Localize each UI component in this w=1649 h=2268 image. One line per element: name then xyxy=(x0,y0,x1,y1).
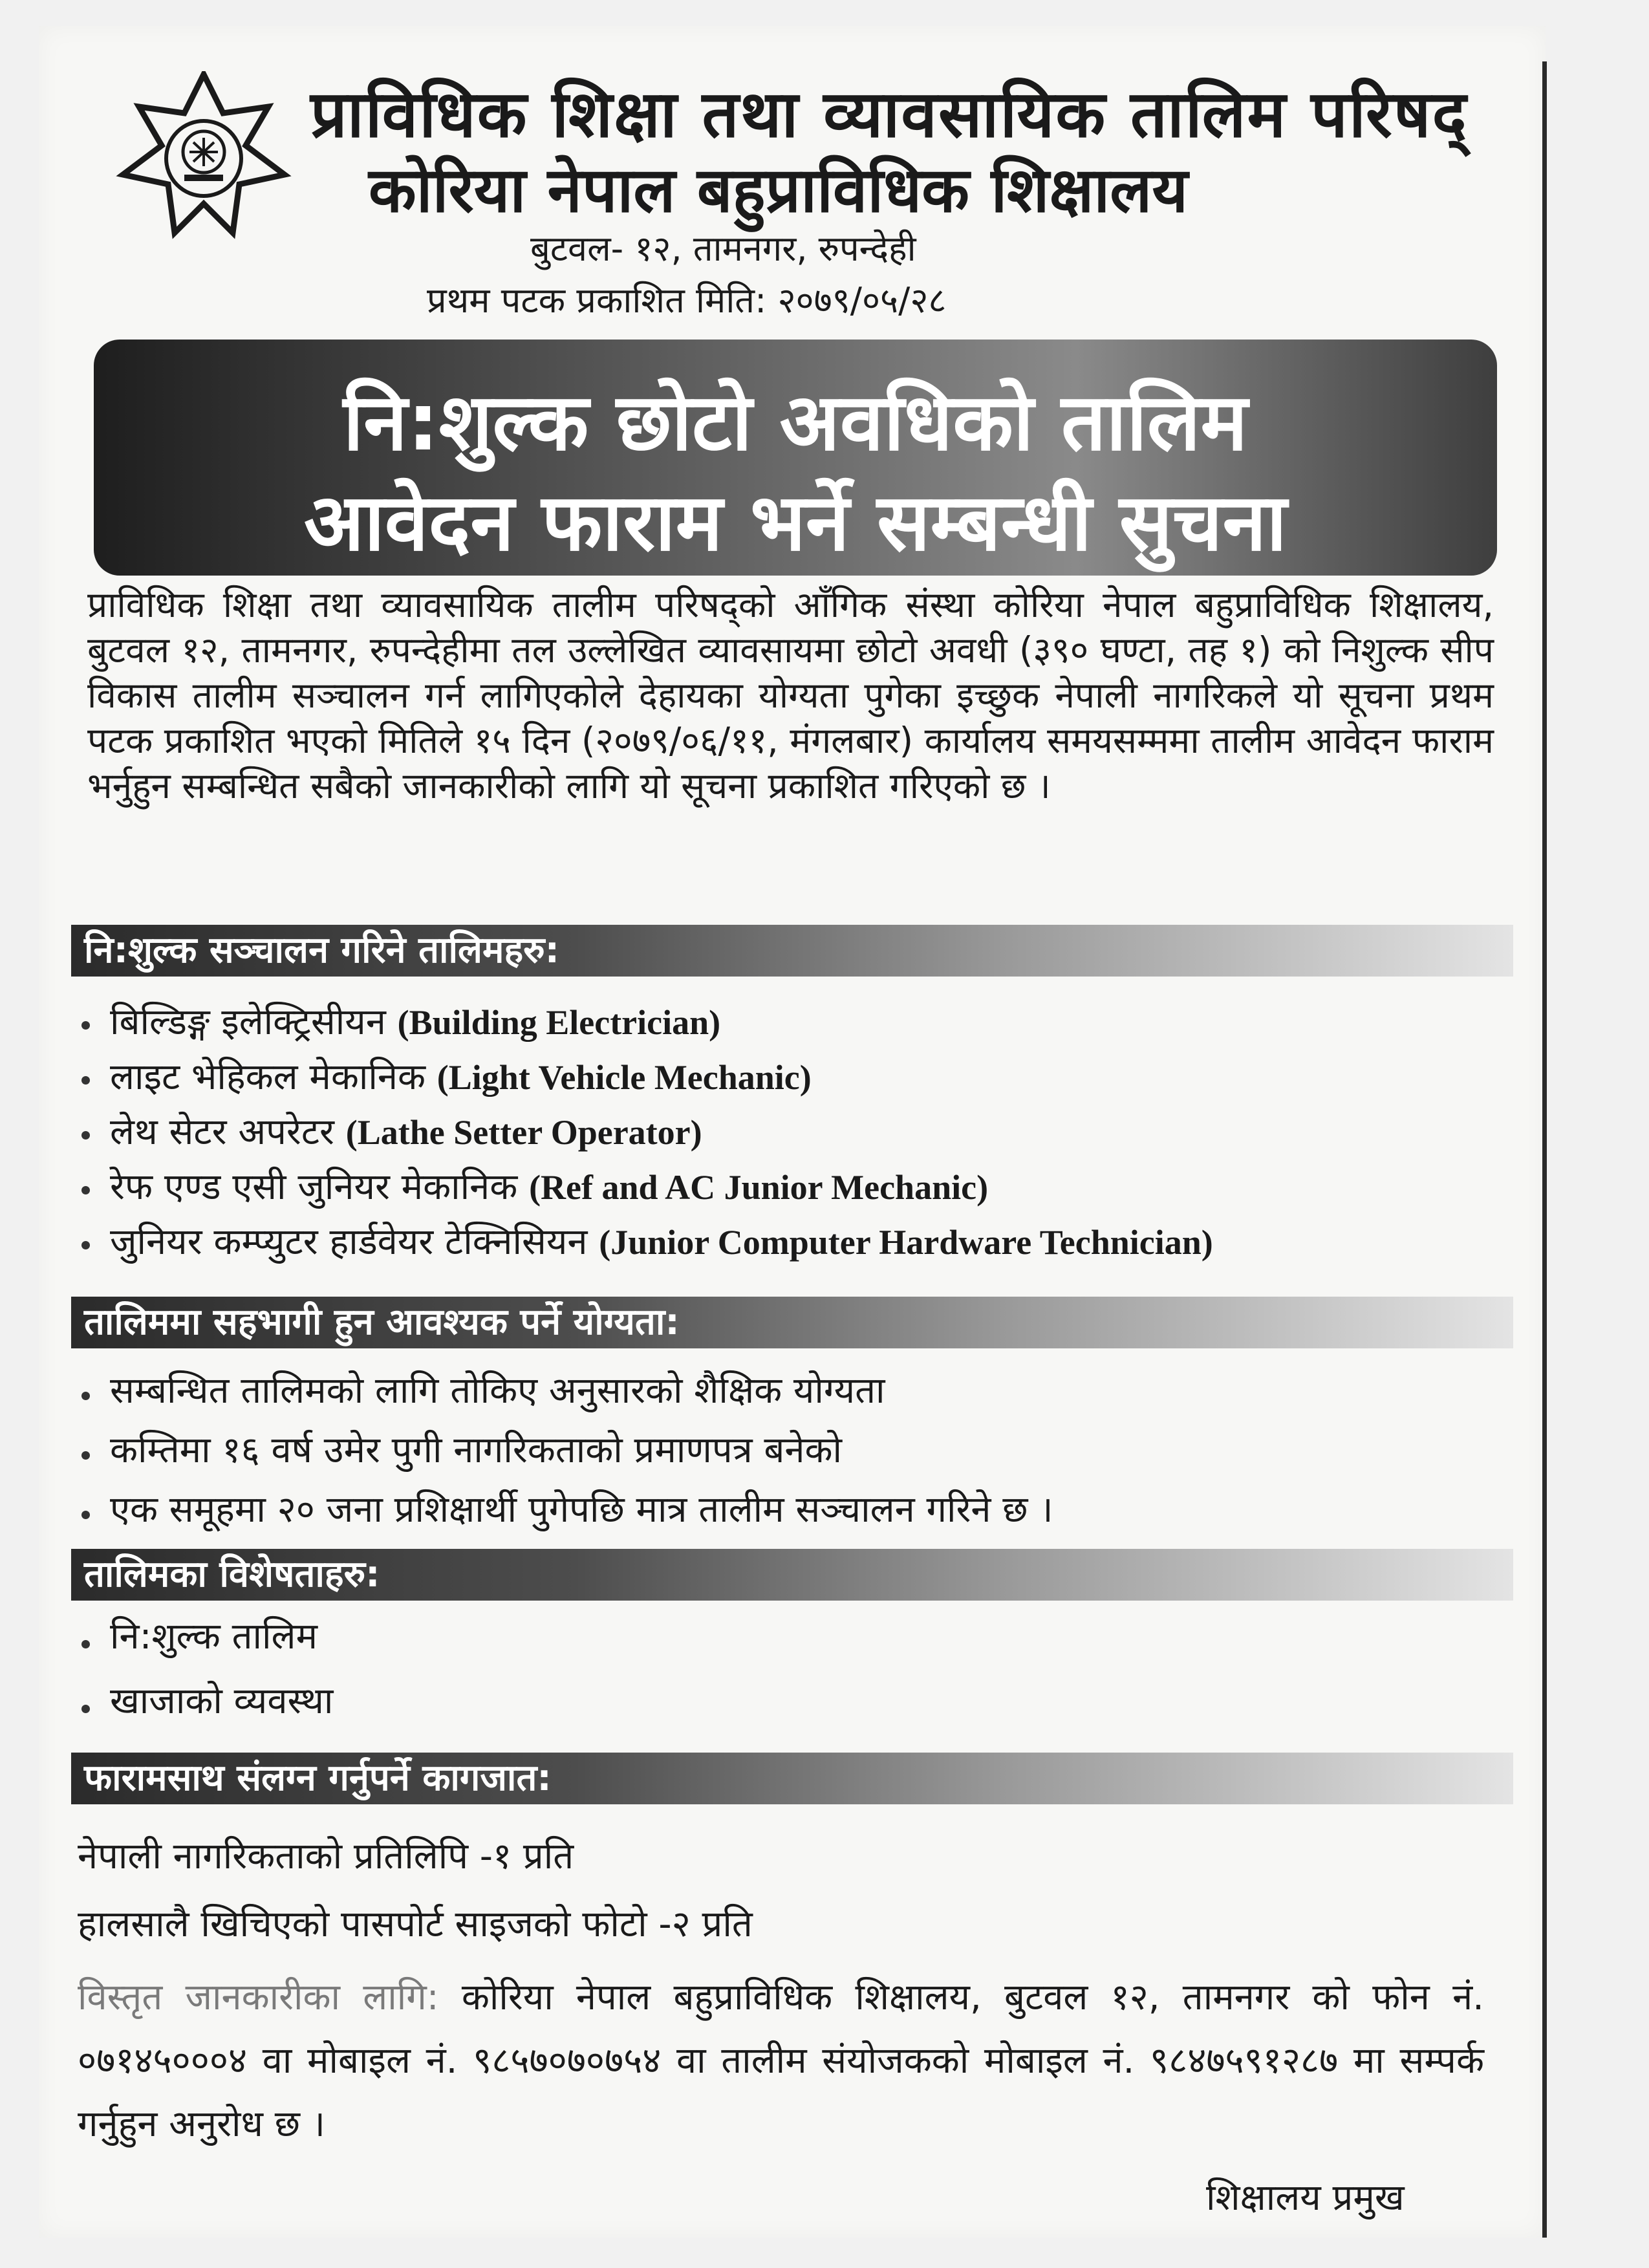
contact-lead: विस्तृत जानकारीका लागि: xyxy=(78,1976,439,2018)
list-item xyxy=(78,1484,1053,1543)
document-item: नेपाली नागरिकताको प्रतिलिपि -१ प्रति xyxy=(78,1835,574,1877)
council-emblem-logo xyxy=(113,71,294,246)
bullet-icon xyxy=(81,1241,90,1249)
document-item: हालसालै खिचिएको पासपोर्ट साइजको फोटो -२ प्रति xyxy=(78,1903,753,1945)
trainings-list xyxy=(78,996,1213,1271)
training-name-np: रेफ एण्ड एसी जुनियर मेकानिक xyxy=(110,1166,518,1208)
list-item xyxy=(78,1675,333,1740)
list-item xyxy=(78,1161,1213,1216)
training-name-en: (Building Electrician) xyxy=(397,1003,721,1042)
list-item xyxy=(78,1365,1053,1424)
council-title: प्राविधिक शिक्षा तथा व्यावसायिक तालिम परिषद् xyxy=(310,76,1468,152)
banner-title-line-2: आवेदन फाराम भर्ने सम्बन्धी सुचना xyxy=(304,477,1287,568)
publish-date: प्रथम पटक प्रकाशित मिति: २०७९/०५/२८ xyxy=(427,280,947,321)
features-heading: तालिमका विशेषताहरु: xyxy=(71,1549,1513,1601)
training-name-en: (Junior Computer Hardware Technician) xyxy=(599,1223,1213,1262)
features-list xyxy=(78,1610,333,1740)
college-name: कोरिया नेपाल बहुप्राविधिक शिक्षालय xyxy=(369,154,1189,226)
eligibility-heading: तालिममा सहभागी हुन आवश्यक पर्ने योग्यता: xyxy=(71,1297,1513,1348)
banner-title-line-1: नि:शुल्क छोटो अवधिको तालिम xyxy=(343,376,1248,468)
list-item xyxy=(78,1216,1213,1271)
bullet-icon xyxy=(81,1186,90,1194)
contact-text: कोरिया नेपाल बहुप्राविधिक शिक्षालय, बुटवल १२, तामनगर को फोन नं. ०७१४५०००४ वा मोबाइल नं. ९८५७०७०७५४ वा तालीम संयोजकको मोबाइल नं. ९८४७५९१२८७ मा सम्पर्क गर्नुहुन अनुरोध छ । xyxy=(78,1976,1484,2145)
bullet-icon xyxy=(81,1705,90,1713)
eligibility-text: कम्तिमा १६ वर्ष उमेर पुगी नागरिकताको प्रमाणपत्र बनेको xyxy=(110,1429,842,1471)
list-item xyxy=(78,1424,1053,1484)
bullet-icon xyxy=(81,1131,90,1139)
training-name-en: (Ref and AC Junior Mechanic) xyxy=(529,1168,989,1207)
bullet-icon xyxy=(81,1021,90,1030)
training-name-np: लाइट भेहिकल मेकानिक xyxy=(110,1056,426,1098)
notice-banner xyxy=(94,340,1497,576)
training-name-en: (Lathe Setter Operator) xyxy=(345,1113,702,1152)
contact-paragraph xyxy=(78,1966,1484,2156)
eligibility-text: सम्बन्धित तालिमको लागि तोकिए अनुसारको शैक्षिक योग्यता xyxy=(110,1370,885,1412)
feature-text: खाजाको व्यवस्था xyxy=(110,1680,334,1722)
bullet-icon xyxy=(81,1511,90,1519)
trainings-heading: नि:शुल्क सञ्चालन गरिने तालिमहरु: xyxy=(71,925,1513,977)
list-item xyxy=(78,996,1213,1051)
training-name-np: जुनियर कम्प्युटर हार्डवेयर टेक्निसियन xyxy=(110,1221,588,1263)
training-name-np: लेथ सेटर अपरेटर xyxy=(110,1111,334,1153)
bullet-icon xyxy=(81,1640,90,1648)
signoff-principal: शिक्षालय प्रमुख xyxy=(1206,2177,1405,2219)
bullet-icon xyxy=(81,1076,90,1085)
documents-heading: फारामसाथ संलग्न गर्नुपर्ने कागजात: xyxy=(71,1753,1513,1804)
college-address: बुटवल- १२, तामनगर, रुपन्देही xyxy=(530,228,916,269)
list-item xyxy=(78,1106,1213,1161)
eligibility-list xyxy=(78,1365,1053,1543)
bullet-icon xyxy=(81,1392,90,1400)
list-item xyxy=(78,1051,1213,1106)
page-edge-rule xyxy=(1542,61,1547,2238)
eligibility-text: एक समूहमा २० जना प्रशिक्षार्थी पुगेपछि मात्र तालीम सञ्चालन गरिने छ । xyxy=(110,1489,1053,1531)
training-name-np: बिल्डिङ्ग इलेक्ट्रिसीयन xyxy=(110,1001,386,1043)
intro-paragraph: प्राविधिक शिक्षा तथा व्यावसायिक तालीम परिषद्को आँगिक संस्था कोरिया नेपाल बहुप्राविधिक शिक्षालय, बुटवल १२, तामनगर, रुपन्देहीमा तल उल्लेखित व्यावसायमा छोटो अवधी (३९० घण्टा, तह १) को निशुल्क सीप विकास तालीम सञ्चालन गर्न लागिएकोले देहायका योग्यता पुगेका इच्छुक नेपाली नागरिकले यो सूचना प्रथम पटक प्रकाशित भएको मितिले १५ दिन (२०७९/०६/११, मंगलबार) कार्यालय समयसम्ममा तालीम आवेदन फाराम भर्नुहुन सम्बन्धित सबैको जानकारीको लागि यो सूचना प्रकाशित गरिएको छ । xyxy=(87,584,1494,806)
bullet-icon xyxy=(81,1451,90,1460)
feature-text: नि:शुल्क तालिम xyxy=(110,1615,318,1658)
list-item xyxy=(78,1610,333,1675)
training-name-en: (Light Vehicle Mechanic) xyxy=(436,1058,812,1097)
